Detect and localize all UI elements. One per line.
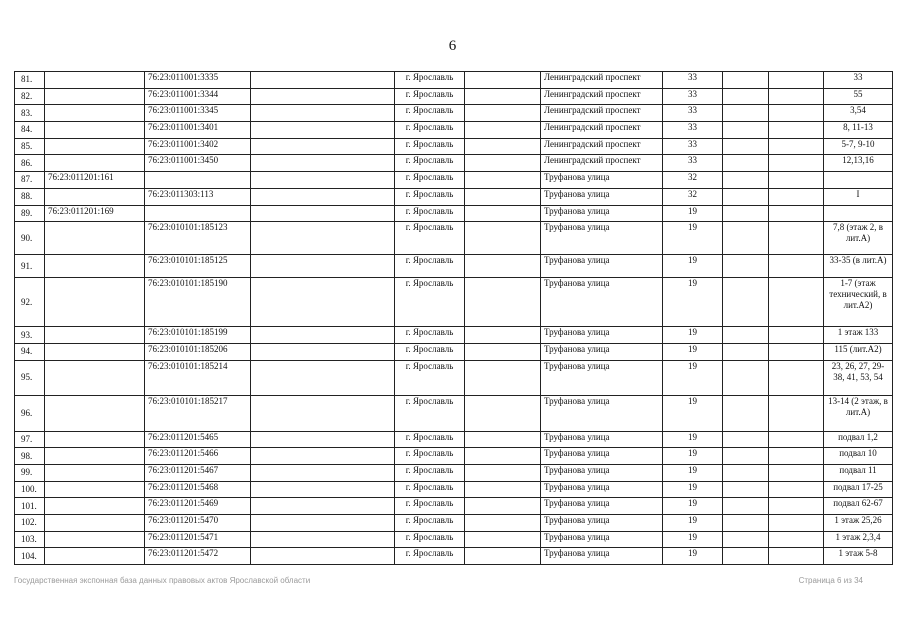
city: г. Ярославль [395,72,465,89]
empty-cell [465,188,541,205]
house-number: 19 [663,255,723,278]
table-row [15,548,893,565]
cadastral-number [145,205,251,222]
city: г. Ярославль [395,531,465,548]
empty-cell [769,548,824,565]
street: Ленинградский проспект [541,155,663,172]
premises: подвал 1,2 [824,431,893,448]
premises: 13-14 (2 этаж, в лит.А) [824,395,893,431]
row-number: 96. [15,395,45,431]
empty-cell [251,122,395,139]
cadastral-block [45,105,145,122]
cadastral-number: 76:23:011001:3401 [145,122,251,139]
street: Труфанова улица [541,448,663,465]
house-number: 33 [663,88,723,105]
row-number: 81. [15,72,45,89]
empty-cell [251,205,395,222]
table-row [15,188,893,205]
cadastral-number: 76:23:011001:3335 [145,72,251,89]
empty-cell [723,515,769,532]
house-number: 19 [663,464,723,481]
house-number: 19 [663,498,723,515]
cadastral-block [45,431,145,448]
empty-cell [465,138,541,155]
empty-cell [769,481,824,498]
empty-cell [465,395,541,431]
premises: 5-7, 9-10 [824,138,893,155]
cadastral-block: 76:23:011201:169 [45,205,145,222]
cadastral-number: 76:23:010101:185217 [145,395,251,431]
cadastral-number: 76:23:010101:185214 [145,360,251,395]
empty-cell [769,327,824,344]
table-row [15,205,893,222]
empty-cell [251,395,395,431]
empty-cell [769,88,824,105]
empty-cell [769,155,824,172]
table-row [15,515,893,532]
cadastral-number: 76:23:011201:5468 [145,481,251,498]
cadastral-number: 76:23:011201:5472 [145,548,251,565]
cadastral-number: 76:23:010101:185206 [145,343,251,360]
row-number: 92. [15,278,45,327]
city: г. Ярославль [395,481,465,498]
empty-cell [723,88,769,105]
footer-page-count: Страница 6 из 34 [798,576,863,585]
cadastral-block [45,395,145,431]
house-number: 19 [663,222,723,255]
empty-cell [465,548,541,565]
premises: подвал 17-25 [824,481,893,498]
city: г. Ярославль [395,88,465,105]
table-row [15,278,893,327]
street: Труфанова улица [541,548,663,565]
cadastral-block [45,498,145,515]
row-number: 93. [15,327,45,344]
table-row [15,343,893,360]
empty-cell [251,88,395,105]
empty-cell [251,360,395,395]
cadastral-block [45,188,145,205]
empty-cell [769,255,824,278]
table-row [15,155,893,172]
row-number: 90. [15,222,45,255]
city: г. Ярославль [395,138,465,155]
house-number: 19 [663,531,723,548]
table-row [15,327,893,344]
empty-cell [251,464,395,481]
house-number: 19 [663,395,723,431]
cadastral-block [45,222,145,255]
street: Ленинградский проспект [541,88,663,105]
city: г. Ярославль [395,172,465,189]
empty-cell [769,278,824,327]
cadastral-block [45,343,145,360]
cadastral-block [45,531,145,548]
city: г. Ярославль [395,515,465,532]
empty-cell [723,222,769,255]
empty-cell [723,205,769,222]
street: Труфанова улица [541,278,663,327]
cadastral-number: 76:23:011001:3345 [145,105,251,122]
city: г. Ярославль [395,395,465,431]
empty-cell [465,531,541,548]
street: Труфанова улица [541,188,663,205]
cadastral-number: 76:23:010101:185123 [145,222,251,255]
cadastral-number: 76:23:011303:113 [145,188,251,205]
empty-cell [251,343,395,360]
empty-cell [251,105,395,122]
empty-cell [723,464,769,481]
empty-cell [465,155,541,172]
row-number: 95. [15,360,45,395]
premises: 7,8 (этаж 2, в лит.А) [824,222,893,255]
house-number: 19 [663,548,723,565]
row-number: 91. [15,255,45,278]
empty-cell [723,448,769,465]
premises: подвал 10 [824,448,893,465]
empty-cell [769,222,824,255]
premises: 3,54 [824,105,893,122]
empty-cell [251,327,395,344]
empty-cell [769,72,824,89]
empty-cell [769,498,824,515]
objects-table [14,71,893,565]
empty-cell [465,105,541,122]
empty-cell [251,138,395,155]
cadastral-block [45,138,145,155]
house-number: 19 [663,448,723,465]
street: Труфанова улица [541,327,663,344]
cadastral-block [45,360,145,395]
cadastral-block [45,464,145,481]
footer-source: Государственная экспонная база данных правовых актов Ярославской области [14,576,311,585]
house-number: 19 [663,431,723,448]
empty-cell [465,122,541,139]
empty-cell [465,88,541,105]
premises: 1 этаж 25,26 [824,515,893,532]
empty-cell [251,188,395,205]
city: г. Ярославль [395,105,465,122]
table-row [15,122,893,139]
city: г. Ярославль [395,205,465,222]
city: г. Ярославль [395,222,465,255]
cadastral-block [45,155,145,172]
row-number: 82. [15,88,45,105]
cadastral-number: 76:23:011001:3344 [145,88,251,105]
cadastral-number: 76:23:011201:5465 [145,431,251,448]
street: Труфанова улица [541,531,663,548]
table-row [15,481,893,498]
city: г. Ярославль [395,360,465,395]
empty-cell [723,138,769,155]
house-number: 19 [663,515,723,532]
empty-cell [723,481,769,498]
table-row [15,138,893,155]
cadastral-number: 76:23:010101:185199 [145,327,251,344]
premises: 8, 11-13 [824,122,893,139]
street: Труфанова улица [541,395,663,431]
street: Труфанова улица [541,431,663,448]
cadastral-block [45,481,145,498]
city: г. Ярославль [395,498,465,515]
cadastral-number: 76:23:011001:3402 [145,138,251,155]
house-number: 19 [663,343,723,360]
table-row [15,448,893,465]
cadastral-number [145,172,251,189]
row-number: 103. [15,531,45,548]
city: г. Ярославль [395,464,465,481]
cadastral-block [45,278,145,327]
cadastral-number: 76:23:011201:5469 [145,498,251,515]
row-number: 102. [15,515,45,532]
empty-cell [465,222,541,255]
empty-cell [465,515,541,532]
street: Труфанова улица [541,498,663,515]
empty-cell [769,172,824,189]
empty-cell [769,531,824,548]
city: г. Ярославль [395,122,465,139]
row-number: 100. [15,481,45,498]
street: Труфанова улица [541,255,663,278]
row-number: 86. [15,155,45,172]
empty-cell [723,395,769,431]
cadastral-number: 76:23:010101:185125 [145,255,251,278]
row-number: 98. [15,448,45,465]
street: Ленинградский проспект [541,122,663,139]
premises: 55 [824,88,893,105]
empty-cell [465,360,541,395]
empty-cell [723,548,769,565]
empty-cell [465,431,541,448]
table-row [15,498,893,515]
empty-cell [251,172,395,189]
cadastral-number: 76:23:011001:3450 [145,155,251,172]
empty-cell [769,138,824,155]
empty-cell [723,72,769,89]
premises [824,172,893,189]
house-number: 19 [663,278,723,327]
empty-cell [251,255,395,278]
premises: 1 этаж 2,3,4 [824,531,893,548]
street: Труфанова улица [541,172,663,189]
row-number: 85. [15,138,45,155]
table-row [15,395,893,431]
empty-cell [465,255,541,278]
house-number: 19 [663,327,723,344]
table-row [15,360,893,395]
premises: 1-7 (этаж технический, в лит.А2) [824,278,893,327]
table-row [15,88,893,105]
premises: 12,13,16 [824,155,893,172]
empty-cell [769,205,824,222]
empty-cell [769,105,824,122]
empty-cell [251,548,395,565]
premises: 115 (лит.А2) [824,343,893,360]
row-number: 94. [15,343,45,360]
premises: 23, 26, 27, 29-38, 41, 53, 54 [824,360,893,395]
street: Труфанова улица [541,481,663,498]
row-number: 101. [15,498,45,515]
empty-cell [465,464,541,481]
cadastral-block: 76:23:011201:161 [45,172,145,189]
empty-cell [769,431,824,448]
row-number: 84. [15,122,45,139]
cadastral-block [45,88,145,105]
house-number: 32 [663,172,723,189]
street: Ленинградский проспект [541,138,663,155]
table-body [15,72,893,565]
table-row [15,531,893,548]
cadastral-number: 76:23:011201:5470 [145,515,251,532]
cadastral-number: 76:23:010101:185190 [145,278,251,327]
street: Ленинградский проспект [541,72,663,89]
empty-cell [251,498,395,515]
cadastral-block [45,327,145,344]
empty-cell [723,327,769,344]
empty-cell [465,481,541,498]
cadastral-block [45,448,145,465]
city: г. Ярославль [395,327,465,344]
table-row [15,72,893,89]
empty-cell [769,360,824,395]
street: Труфанова улица [541,222,663,255]
house-number: 33 [663,138,723,155]
cadastral-block [45,122,145,139]
cadastral-number: 76:23:011201:5471 [145,531,251,548]
premises: подвал 11 [824,464,893,481]
empty-cell [465,72,541,89]
empty-cell [465,205,541,222]
house-number: 33 [663,122,723,139]
premises: 1 этаж 5-8 [824,548,893,565]
table-row [15,431,893,448]
city: г. Ярославль [395,188,465,205]
empty-cell [769,395,824,431]
empty-cell [723,155,769,172]
city: г. Ярославль [395,155,465,172]
empty-cell [251,431,395,448]
table-row [15,172,893,189]
city: г. Ярославль [395,255,465,278]
premises: подвал 62-67 [824,498,893,515]
empty-cell [769,188,824,205]
row-number: 87. [15,172,45,189]
empty-cell [465,448,541,465]
empty-cell [723,255,769,278]
premises: 33-35 (в лит.А) [824,255,893,278]
cadastral-block [45,255,145,278]
empty-cell [465,172,541,189]
house-number: 19 [663,205,723,222]
city: г. Ярославль [395,343,465,360]
empty-cell [769,122,824,139]
empty-cell [251,481,395,498]
city: г. Ярославль [395,548,465,565]
empty-cell [723,498,769,515]
empty-cell [723,188,769,205]
row-number: 104. [15,548,45,565]
row-number: 97. [15,431,45,448]
empty-cell [251,515,395,532]
row-number: 99. [15,464,45,481]
cadastral-block [45,548,145,565]
premises: I [824,188,893,205]
empty-cell [723,531,769,548]
street: Ленинградский проспект [541,105,663,122]
empty-cell [251,448,395,465]
empty-cell [723,431,769,448]
empty-cell [251,72,395,89]
empty-cell [251,155,395,172]
empty-cell [769,343,824,360]
row-number: 89. [15,205,45,222]
house-number: 19 [663,360,723,395]
premises: 33 [824,72,893,89]
empty-cell [723,343,769,360]
row-number: 83. [15,105,45,122]
table-row [15,464,893,481]
empty-cell [251,531,395,548]
empty-cell [723,172,769,189]
empty-cell [769,448,824,465]
house-number: 33 [663,155,723,172]
row-number: 88. [15,188,45,205]
city: г. Ярославль [395,431,465,448]
house-number: 19 [663,481,723,498]
city: г. Ярославль [395,448,465,465]
table-row [15,222,893,255]
house-number: 33 [663,72,723,89]
street: Труфанова улица [541,515,663,532]
empty-cell [769,464,824,481]
empty-cell [723,122,769,139]
street: Труфанова улица [541,343,663,360]
street: Труфанова улица [541,464,663,481]
street: Труфанова улица [541,360,663,395]
empty-cell [465,278,541,327]
house-number: 32 [663,188,723,205]
premises [824,205,893,222]
table-row [15,255,893,278]
empty-cell [465,498,541,515]
street: Труфанова улица [541,205,663,222]
table-row [15,105,893,122]
empty-cell [465,343,541,360]
house-number: 33 [663,105,723,122]
cadastral-number: 76:23:011201:5467 [145,464,251,481]
page-number: 6 [448,38,457,54]
empty-cell [723,278,769,327]
empty-cell [251,222,395,255]
empty-cell [723,105,769,122]
empty-cell [769,515,824,532]
cadastral-block [45,72,145,89]
empty-cell [723,360,769,395]
city: г. Ярославль [395,278,465,327]
cadastral-number: 76:23:011201:5466 [145,448,251,465]
empty-cell [251,278,395,327]
empty-cell [465,327,541,344]
cadastral-block [45,515,145,532]
premises: 1 этаж 133 [824,327,893,344]
